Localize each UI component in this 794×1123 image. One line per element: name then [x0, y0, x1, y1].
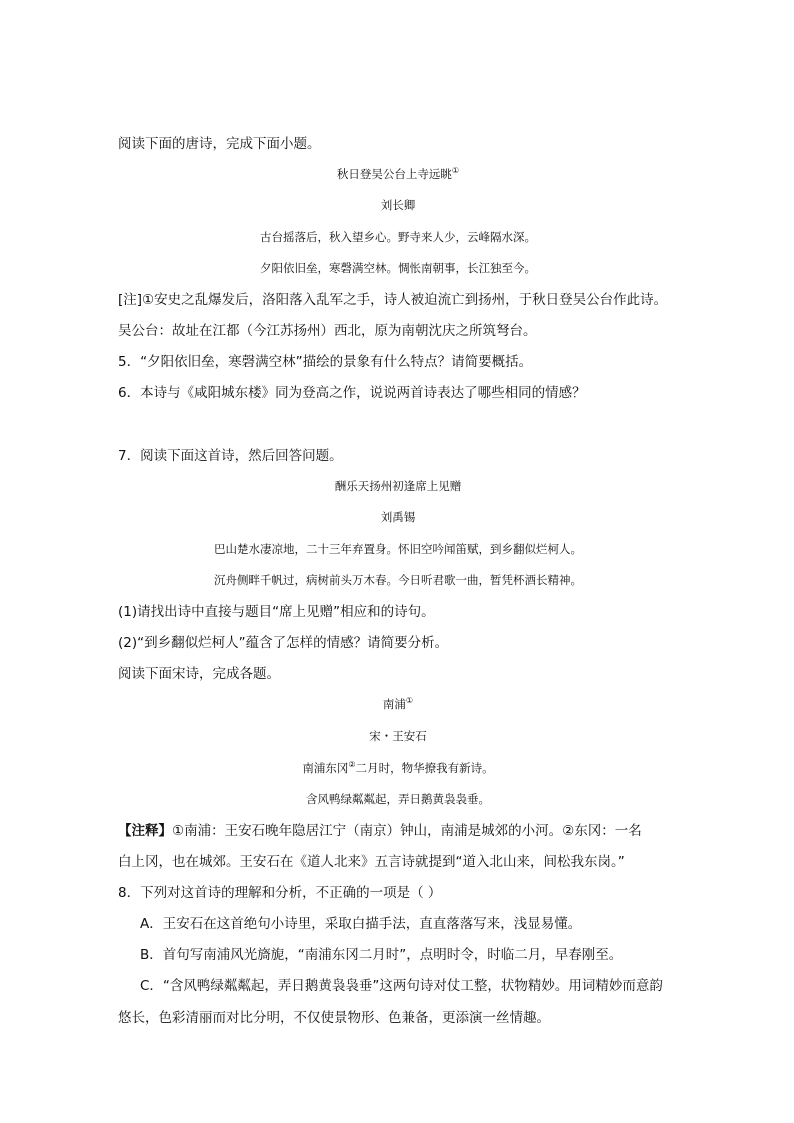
question-7: 7．阅读下面这首诗，然后回答问题。: [118, 448, 343, 464]
poem3-line1-a: 南浦东冈: [302, 761, 349, 775]
question-8: 8．下列对这首诗的理解和分析，不正确的一项是（ ）: [118, 885, 442, 901]
question-7-sub2: (2)“到乡翻似烂柯人”蕴含了怎样的情感？请简要分析。: [118, 635, 449, 651]
poem3-line1: [118, 760, 678, 776]
question-6: 6．本诗与《咸阳城东楼》同为登高之作，说说两首诗表达了哪些相同的情感？: [118, 385, 586, 401]
poem1-title-note: ①: [451, 166, 460, 176]
section3-intro: 阅读下面宋诗，完成各题。: [118, 666, 280, 682]
poem3-line1-b: 二月时，物华撩我有新诗。: [355, 761, 494, 775]
poem1-title: [118, 166, 678, 182]
poem1-author: 刘长卿: [380, 198, 416, 212]
section1-note1: [注]①安史之乱爆发后，洛阳落入乱军之手，诗人被迫流亡到扬州，于秋日登吴公台作此诗。: [118, 292, 668, 308]
poem1-line2: 夕阳依旧垒，寒磬满空林。惆怅南朝事，长江独至今。: [260, 261, 536, 275]
poem1-line1: 古台摇落后，秋入望乡心。野寺来人少，云峰隔水深。: [260, 230, 536, 244]
poem3-title-note: ①: [405, 696, 414, 706]
section1-note2: 吴公台：故址在江都（今江苏扬州）西北，原为南朝沈庆之所筑弩台。: [118, 323, 537, 339]
poem2-line1: 巴山楚水凄凉地，二十三年弃置身。怀旧空吟闻笛赋，到乡翻似烂柯人。: [214, 542, 582, 556]
option-b: B．首句写南浦风光旖旎，“南浦东冈二月时”，点明时令，时临二月，早春刚至。: [140, 947, 623, 963]
poem2-line2: 沉舟侧畔千帆过，病树前头万木春。今日听君歌一曲，暂凭杯酒长精神。: [214, 573, 582, 587]
section3-note-label: 【注释】: [118, 823, 172, 839]
poem3-author: 宋・王安石: [369, 729, 427, 743]
poem2-title: 酬乐天扬州初逢席上见赠: [334, 479, 462, 493]
poem3-title: [118, 696, 678, 712]
section1-intro: 阅读下面的唐诗，完成下面小题。: [118, 136, 321, 152]
poem2-author: 刘禹锡: [380, 510, 416, 524]
poem1-title-text: 秋日登吴公台上寺远眺: [336, 167, 452, 181]
section3-note1: [118, 822, 688, 840]
question-5: 5．“夕阳依旧垒，寒磬满空林”描绘的景象有什么特点？请简要概括。: [118, 354, 533, 370]
poem3-title-text: 南浦: [382, 697, 406, 711]
poem3-line1-note: ②: [348, 760, 356, 770]
section3-note1-text: ①南浦：王安石晚年隐居江宁（南京）钟山，南浦是城郊的小河。②东冈：一名: [172, 823, 642, 839]
question-7-sub1: (1)请找出诗中直接与题目“席上见赠”相应和的诗句。: [118, 604, 435, 620]
option-c-line2: 悠长，色彩清丽而对比分明，不仅使景物形、色兼备，更添演一丝情趣。: [118, 1010, 550, 1026]
option-a: A．王安石在这首绝句小诗里，采取白描手法，直直落落写来，浅显易懂。: [140, 916, 582, 932]
option-c-line1: C．“含风鸭绿粼粼起，弄日鹅黄袅袅垂”这两句诗对仗工整，状物精妙。用词精妙而意韵: [140, 978, 663, 994]
section3-note2: 白上冈，也在城郊。王安石在《道人北来》五言诗就提到“道入北山来，间松我东岗。”: [118, 854, 625, 870]
poem3-line2: 含风鸭绿粼粼起，弄日鹅黄袅袅垂。: [306, 792, 490, 806]
